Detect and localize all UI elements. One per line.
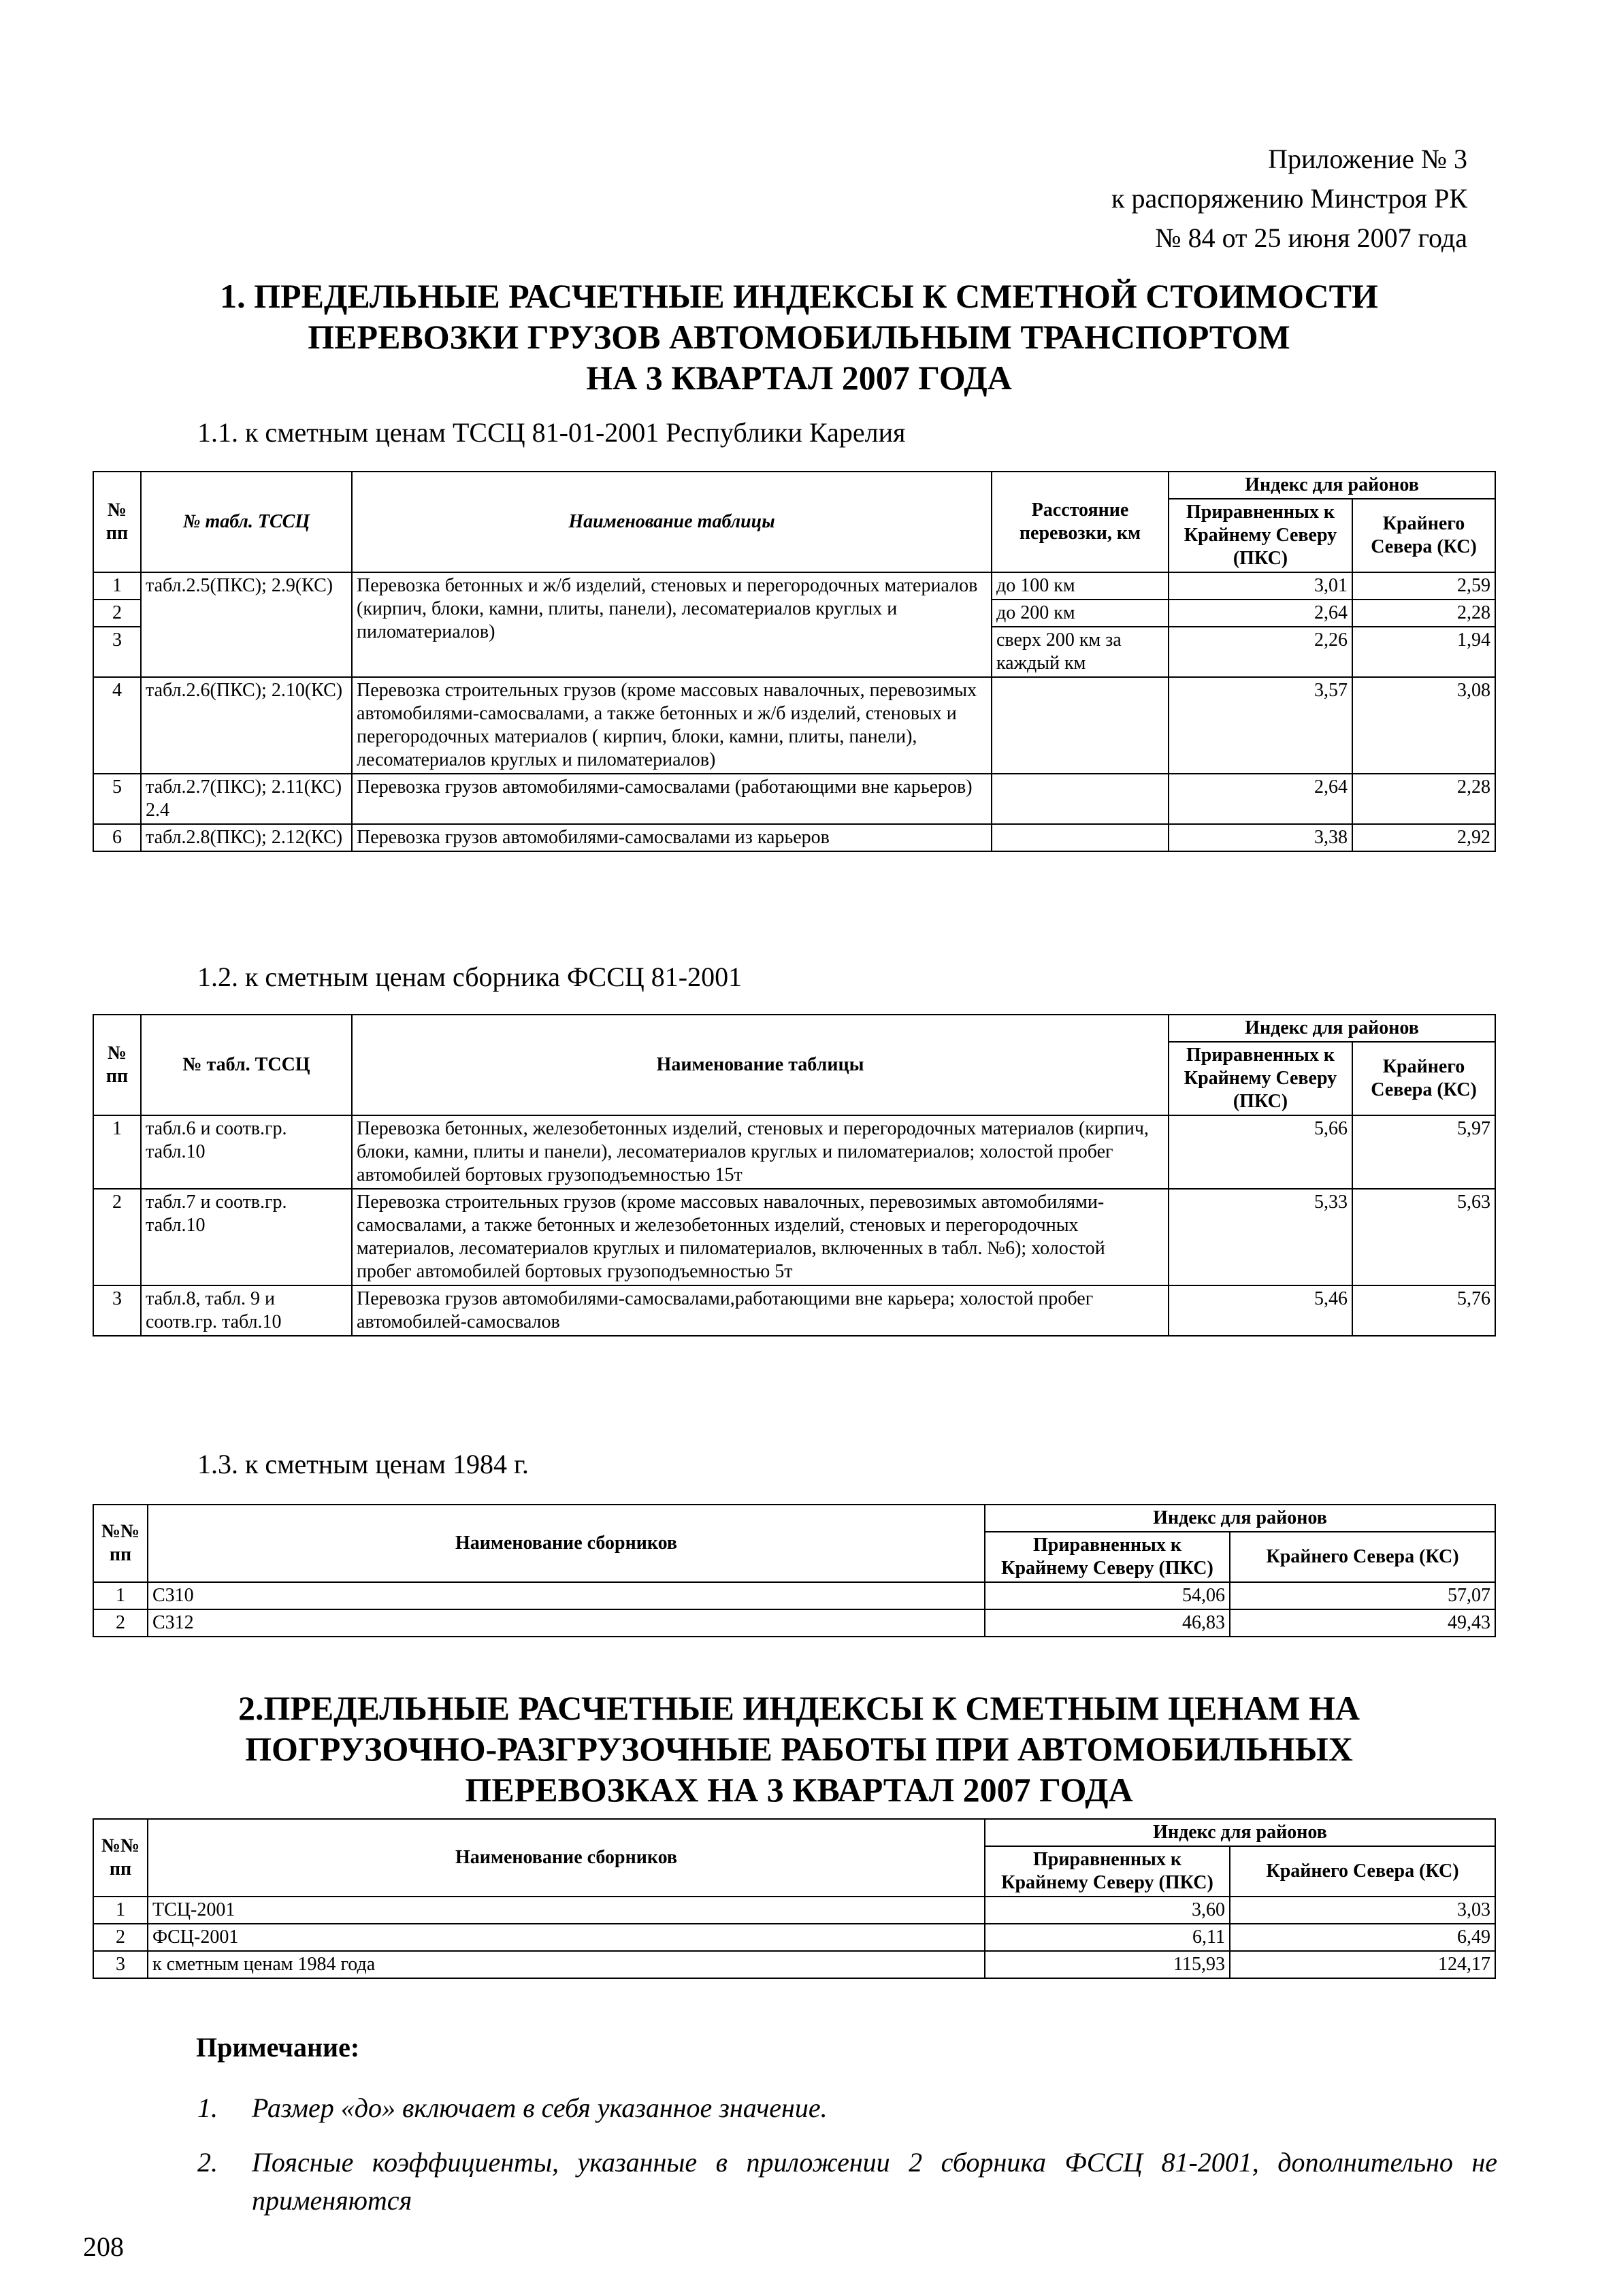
row-name: Перевозка грузов автомобилями-самосвалами (работающими вне карьеров) [352,774,992,824]
row-pks: 2,64 [1169,774,1352,824]
col-num-header: № пп [93,472,141,572]
row-num: 5 [93,774,141,824]
row-pks: 5,33 [1169,1189,1352,1285]
table-row [93,1115,1495,1189]
row-ks: 5,76 [1352,1285,1495,1336]
row-num: 1 [93,572,141,600]
col-ref-header: № табл. ТССЦ [141,472,352,572]
row-ks: 2,28 [1352,600,1495,627]
table-row [93,1897,1495,1924]
table-1-3 [93,1504,1496,1637]
row-num: 6 [93,824,141,851]
section-1-title-line-3: НА 3 КВАРТАЛ 2007 ГОДА [586,359,1012,397]
row-num: 4 [93,677,141,774]
row-distance: до 200 км [992,600,1169,627]
table-row [93,572,1495,600]
row-name: С310 [148,1582,985,1609]
col-name-header: Наименование таблицы [352,1015,1169,1115]
col-index-header: Индекс для районов [985,1819,1495,1846]
row-name: к сметным ценам 1984 года [148,1951,985,1978]
table-row [93,1582,1495,1609]
table-1-1-caption: 1.1. к сметным ценам ТССЦ 81-01-2001 Республики Карелия [197,417,906,448]
col-pks-header: Приравненных к Крайнему Северу (ПКС) [1169,499,1352,572]
table-row [93,1609,1495,1637]
row-name: Перевозка грузов автомобилями-самосвалами,работающими вне карьера; холостой пробег автомобилей-самосвалов [352,1285,1169,1336]
table-1-2-caption: 1.2. к сметным ценам сборника ФССЦ 81-2001 [197,962,743,992]
table-1-1 [93,471,1496,852]
table-row [93,1924,1495,1951]
row-distance [992,774,1169,824]
table-1-2 [93,1014,1496,1336]
note-number: 2. [197,2147,218,2178]
row-num: 3 [93,1285,141,1336]
row-ref: табл.8, табл. 9 и соотв.гр. табл.10 [141,1285,352,1336]
row-ref: табл.2.6(ПКС); 2.10(КС) [141,677,352,774]
table-1-3-caption: 1.3. к сметным ценам 1984 г. [197,1449,529,1479]
row-ks: 2,92 [1352,824,1495,851]
table-row [93,1189,1495,1285]
note-item [197,2089,1504,2130]
row-pks: 3,57 [1169,677,1352,774]
col-index-header: Индекс для районов [1169,1015,1495,1042]
appendix-header [1111,140,1467,258]
col-ks-header: Крайнего Севера (КС) [1230,1846,1495,1897]
col-pks-header: Приравненных к Крайнему Северу (ПКС) [985,1532,1230,1582]
section-1-title-line-2: ПЕРЕВОЗКИ ГРУЗОВ АВТОМОБИЛЬНЫМ ТРАНСПОРТОМ [308,318,1290,356]
row-name: Перевозка строительных грузов (кроме массовых навалочных, перевозимых автомобилями-самосвалами, а также бетонных и железобетонных изделий, стеновых и перегородочных материалов, лесоматериалов круглых и пиломатериалов, включенных в табл. №6); холостой пробег автомобилей бортовых грузоподъемностью 5т [352,1189,1169,1285]
col-index-header: Индекс для районов [1169,472,1495,499]
section-1-title-line-1: 1. ПРЕДЕЛЬНЫЕ РАСЧЕТНЫЕ ИНДЕКСЫ К СМЕТНОЙ СТОИМОСТИ [220,277,1378,315]
row-ks: 2,28 [1352,774,1495,824]
row-pks: 2,26 [1169,627,1352,677]
row-ref: табл.2.7(ПКС); 2.11(КС) 2.4 [141,774,352,824]
row-distance [992,824,1169,851]
row-ks: 57,07 [1230,1582,1495,1609]
row-name: Перевозка бетонных, железобетонных изделий, стеновых и перегородочных материалов (кирпич, блоки, камни, плиты и панели), лесоматериалов круглых и пиломатериалов; холостой пробег автомобилей бортовых грузоподъемностью 15т [352,1115,1169,1189]
row-name: Перевозка грузов автомобилями-самосвалами из карьеров [352,824,992,851]
row-distance: до 100 км [992,572,1169,600]
row-num: 2 [93,1609,148,1637]
row-num: 2 [93,1924,148,1951]
row-pks: 46,83 [985,1609,1230,1637]
row-pks: 2,64 [1169,600,1352,627]
col-pks-header: Приравненных к Крайнему Северу (ПКС) [1169,1042,1352,1115]
row-pks: 5,46 [1169,1285,1352,1336]
col-name-header: Наименование сборников [148,1505,985,1582]
page-number: 208 [83,2231,124,2262]
row-ks: 124,17 [1230,1951,1495,1978]
col-num-header: №№ пп [93,1819,148,1897]
row-ks: 5,63 [1352,1189,1495,1285]
row-name: ТСЦ-2001 [148,1897,985,1924]
table-row [93,1951,1495,1978]
appendix-line-2: к распоряжению Минстроя РК [1111,183,1467,214]
col-num-header: №№ пп [93,1505,148,1582]
col-ref-header: № табл. ТССЦ [141,1015,352,1115]
row-name: Перевозка бетонных и ж/б изделий, стеновых и перегородочных материалов (кирпич, блоки, камни, плиты, панели), лесоматериалов круглых и пиломатериалов) [352,572,992,677]
row-distance [992,677,1169,774]
row-ref: табл.7 и соотв.гр. табл.10 [141,1189,352,1285]
row-pks: 6,11 [985,1924,1230,1951]
note-item [197,2144,1504,2225]
col-distance-header: Расстояние перевозки, км [992,472,1169,572]
section-2-title [0,1688,1598,1810]
section-2-title-line-2: ПОГРУЗОЧНО-РАЗГРУЗОЧНЫЕ РАБОТЫ ПРИ АВТОМОБИЛЬНЫХ [245,1730,1353,1768]
row-ref: табл.6 и соотв.гр. табл.10 [141,1115,352,1189]
col-ks-header: Крайнего Севера (КС) [1352,499,1495,572]
row-pks: 5,66 [1169,1115,1352,1189]
row-ks: 5,97 [1352,1115,1495,1189]
col-num-header: № пп [93,1015,141,1115]
table-row [93,824,1495,851]
row-pks: 54,06 [985,1582,1230,1609]
row-num: 2 [93,600,141,627]
section-1-title [0,276,1598,398]
row-num: 2 [93,1189,141,1285]
row-ks: 2,59 [1352,572,1495,600]
row-num: 1 [93,1897,148,1924]
section-2-title-line-1: 2.ПРЕДЕЛЬНЫЕ РАСЧЕТНЫЕ ИНДЕКСЫ К СМЕТНЫМ ЦЕНАМ НА [238,1689,1360,1727]
row-ref: табл.2.5(ПКС); 2.9(КС) [141,572,352,677]
row-name: С312 [148,1609,985,1637]
col-ks-header: Крайнего Севера (КС) [1230,1532,1495,1582]
note-text: Размер «до» включает в себя указанное значение. [252,2093,828,2123]
table-row [93,774,1495,824]
row-ks: 6,49 [1230,1924,1495,1951]
row-ks: 3,03 [1230,1897,1495,1924]
table-2 [93,1818,1496,1979]
row-num: 3 [93,627,141,677]
row-ks: 49,43 [1230,1609,1495,1637]
row-pks: 3,60 [985,1897,1230,1924]
notes-title: Примечание: [196,2032,360,2063]
row-pks: 115,93 [985,1951,1230,1978]
table-row [93,1285,1495,1336]
appendix-line-3: № 84 от 25 июня 2007 года [1155,223,1467,253]
row-pks: 3,38 [1169,824,1352,851]
col-index-header: Индекс для районов [985,1505,1495,1532]
row-name: ФСЦ-2001 [148,1924,985,1951]
row-pks: 3,01 [1169,572,1352,600]
col-ks-header: Крайнего Севера (КС) [1352,1042,1495,1115]
section-2-title-line-3: ПЕРЕВОЗКАХ НА 3 КВАРТАЛ 2007 ГОДА [465,1771,1133,1809]
col-name-header: Наименование сборников [148,1819,985,1897]
row-num: 3 [93,1951,148,1978]
col-name-header: Наименование таблицы [352,472,992,572]
row-ref: табл.2.8(ПКС); 2.12(КС) [141,824,352,851]
table-row [93,677,1495,774]
row-num: 1 [93,1582,148,1609]
row-ks: 3,08 [1352,677,1495,774]
appendix-line-1: Приложение № 3 [1268,144,1467,174]
note-text: Поясные коэффициенты, указанные в приложении 2 сборника ФССЦ 81-2001, дополнительно не применяются [252,2147,1497,2216]
row-num: 1 [93,1115,141,1189]
note-number: 1. [197,2093,218,2123]
row-distance: сверх 200 км за каждый км [992,627,1169,677]
row-name: Перевозка строительных грузов (кроме массовых навалочных, перевозимых автомобилями-самосвалами, а также бетонных и ж/б изделий, стеновых и перегородочных материалов ( кирпич, блоки, камни, плиты, панели), лесоматериалов круглых и пиломатериалов) [352,677,992,774]
row-ks: 1,94 [1352,627,1495,677]
col-pks-header: Приравненных к Крайнему Северу (ПКС) [985,1846,1230,1897]
